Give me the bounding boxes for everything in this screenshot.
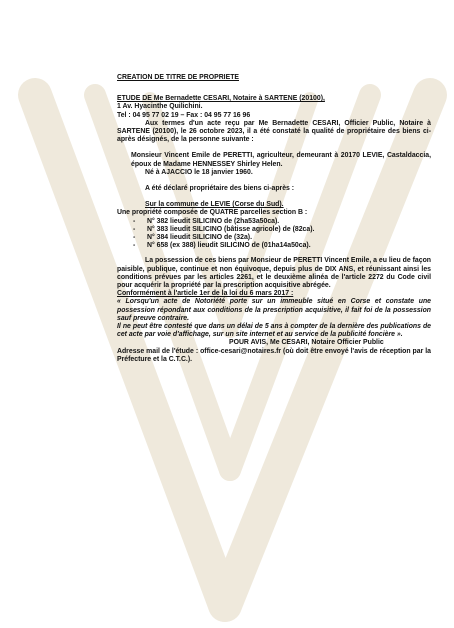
property-intro: Une propriété composée de QUATRE parcelles section B :: [117, 209, 308, 217]
law-reference: Conformément à l'article 1er de la loi du 6 mars 2017 :: [117, 290, 294, 298]
parcel-item: - N° 382 lieudit SILICINO de (2ha53a50ca).: [147, 218, 431, 226]
owner-paragraph: Monsieur Vincent Emile de PERETTI, agriculteur, demeurant à 20170 LEVIE, Castaldaccia, époux de Madame HENNESSEY Shirley Helen.: [131, 152, 431, 168]
quote-paragraph-2: Il ne peut être contesté que dans un délai de 5 ans à compter de la dernière des publications de cet acte par voie d'affichage, sur un site internet et au service de la publicité foncière ».: [117, 323, 431, 339]
intro-paragraph: Aux termes d'un acte reçu par Me Bernadette CESARI, Officier Public, Notaire à SARTENE (20100), le 26 octobre 2023, il a été constaté la qualité de propriétaire des biens ci-après désignés, de la personne suivante :: [117, 119, 431, 144]
parcel-item: - N° 384 lieudit SILICINO de (32a).: [147, 234, 431, 242]
office-line: ETUDE DE Me Bernadette CESARI, Notaire à SARTENE (20100),: [117, 95, 325, 103]
legal-notice: [117, 74, 431, 364]
parcel-list: [117, 218, 431, 251]
possession-paragraph: La possession de ces biens par Monsieur de PERETTI Vincent Emile, a eu lieu de façon paisible, publique, continue et non équivoque, depuis plus de DIX ANS, et réunissant ainsi les conditions prévues par les articles 2261, et le deuxième alinéa de l'article 2272 du Code civil pour acquérir la propriété par la prescription acquisitive abrégée.: [117, 257, 431, 290]
office-phone-fax: Tel : 04 95 77 02 19 – Fax : 04 95 77 16 96: [117, 111, 251, 119]
birth-line: Né à AJACCIO le 18 janvier 1960.: [145, 168, 253, 176]
office-address: 1 Av. Hyacinthe Quilichini.: [117, 103, 203, 111]
notice-title: CREATION DE TITRE DE PROPRIETE: [117, 74, 239, 81]
quote-paragraph-1: « Lorsqu'un acte de Notoriété porte sur un immeuble situé en Corse et constate une possession répondant aux conditions de la prescription acquisitive, il fait foi de la possession sauf preuve contraire.: [117, 298, 431, 322]
signature-line: POUR AVIS, Me CESARI, Notaire Officier Public: [229, 339, 384, 347]
declared-line: A été déclaré propriétaire des biens ci-après :: [145, 185, 295, 193]
parcel-item: - N° 658 (ex 388) lieudit SILICINO de (01ha14a50ca).: [147, 242, 431, 250]
mail-line: Adresse mail de l'étude : office-cesari@notaires.fr (où doit être envoyé l'avis de réception par la Préfecture et la C.T.C.).: [117, 347, 431, 363]
parcel-item: - N° 383 lieudit SILICINO (bâtisse agricole) de (82ca).: [147, 226, 431, 234]
commune-line: Sur la commune de LEVIE (Corse du Sud).: [145, 201, 284, 209]
